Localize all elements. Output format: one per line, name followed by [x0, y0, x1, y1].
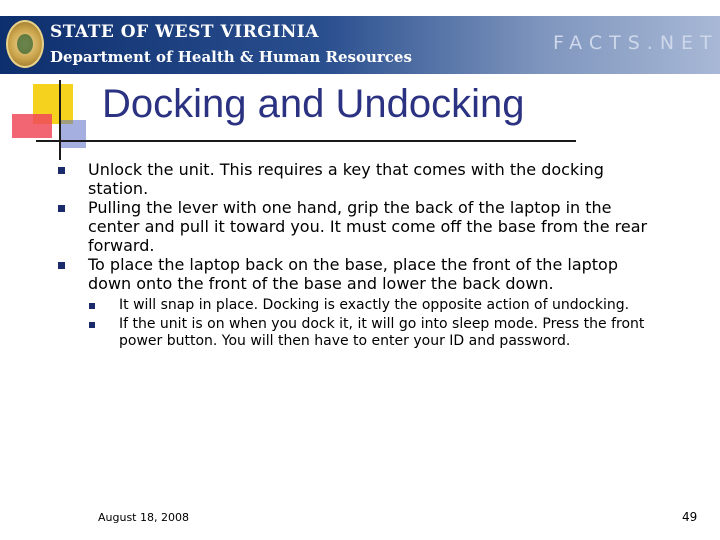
decor-red-square [12, 114, 52, 138]
bullet-item [57, 198, 657, 255]
sub-bullet-square-icon [89, 322, 95, 328]
bullet-square-icon [58, 205, 65, 212]
bullet-text: Pulling the lever with one hand, grip the back of the laptop in the center and pull it toward you. It must come off the base from the rear forward. [88, 198, 648, 255]
decor-vertical-line [59, 80, 61, 160]
bullet-list [57, 160, 657, 352]
state-name: STATE OF WEST VIRGINIA [50, 22, 319, 42]
title-divider [36, 140, 576, 142]
decor-blue-square [60, 120, 86, 148]
sub-bullet-item [88, 297, 657, 315]
sub-bullet-item [88, 316, 657, 351]
bullet-text: To place the laptop back on the base, place the front of the laptop down onto the front of the base and lower the back down. [88, 255, 618, 293]
bullet-square-icon [58, 167, 65, 174]
sub-bullet-text: It will snap in place. Docking is exactly the opposite action of undocking. [119, 297, 630, 313]
bullet-item [57, 255, 657, 351]
sub-bullet-text: If the unit is on when you dock it, it will go into sleep mode. Press the front power button. You will then have to enter your ID and password. [119, 315, 645, 349]
bullet-text: Unlock the unit. This requires a key that comes with the docking station. [88, 160, 604, 198]
bullet-item [57, 160, 657, 198]
bullet-square-icon [58, 262, 65, 269]
sub-bullet-list [88, 297, 657, 351]
footer-date: August 18, 2008 [98, 511, 189, 524]
state-seal-icon [6, 20, 44, 68]
department-name: Department of Health & Human Resources [50, 48, 412, 66]
sub-bullet-square-icon [89, 303, 95, 309]
slide-title: Docking and Undocking [102, 82, 525, 126]
page-number: 49 [682, 510, 698, 524]
facts-logo: FACTS.NET [553, 32, 719, 54]
header-banner [0, 16, 720, 74]
